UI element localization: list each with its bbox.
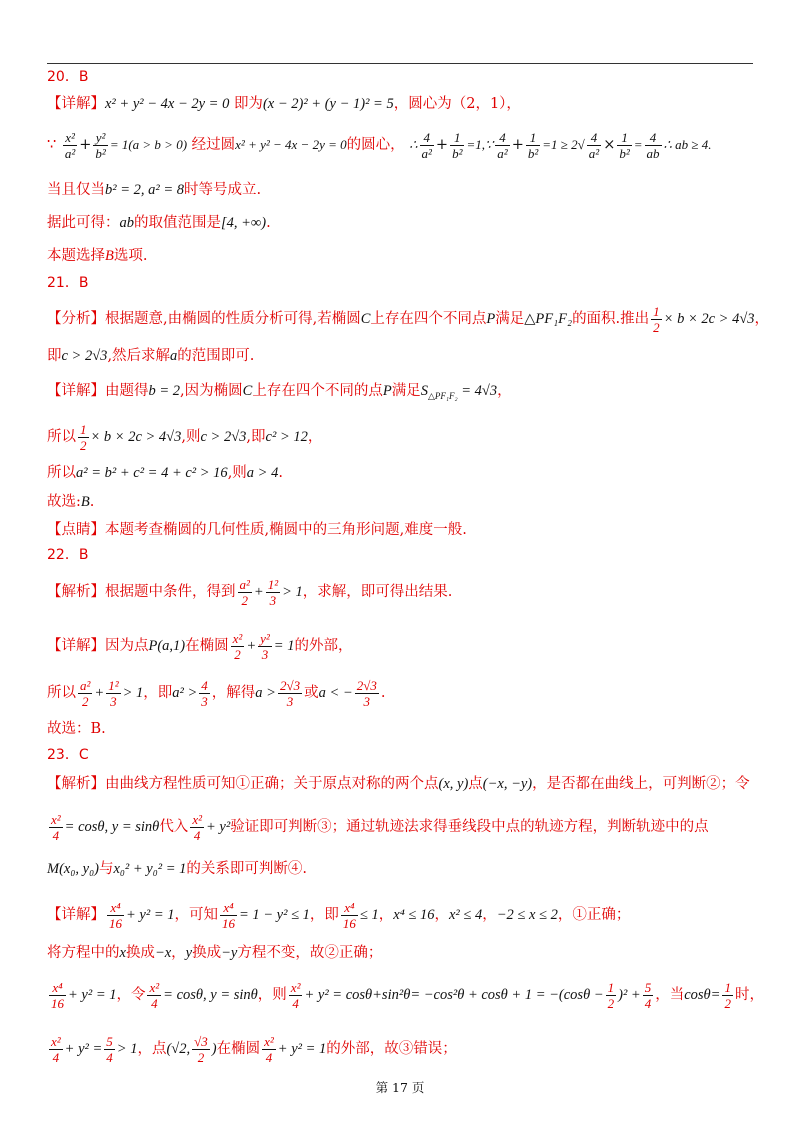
- q20-detail-line3: 当且仅当b² = 2, a² = 8时等号成立.: [47, 182, 262, 198]
- q23-analysis-line3: M(x₀, y₀)与x₀² + y₀² = 1的关系即可判断④.: [47, 861, 308, 877]
- q23-analysis-line1: 【解析】由曲线方程性质可知①正确；关于原点对称的两个点(x, y)点(−x, −y)，是否都在曲线上，可判断②；令: [47, 776, 750, 792]
- q20-detail-line2: ∵ $\frac{\text{x²}}{\text{a²}}$ + $\frac{\text{y²}}{\text{b²}}$ = 1(a > b > 0) 经过圆x² + y² − 4x − 2y = 0的圆心， ∴ $\frac{4}{\text{a²}}$ + $\frac{1}{\text{b²}}$ =1,∵ $\frac{4}{\text{a²}}$ + $\frac{1}{\text{b²}}$ =1 ≥ 2√ $\frac{4}{\text{a²}}$ × $\frac{1}{\text{b²}}$ = $\frac{4}{ab}$ ∴ ab ≥ 4.: [47, 129, 712, 161]
- q22-detail-line1: 【详解】因为点P(a,1)在椭圆 $\frac{\text{x²}}{2}$ + $\frac{\text{y²}}{3}$ = 1的外部，: [47, 630, 353, 662]
- q21-answer: 故选:B.: [47, 494, 95, 510]
- q21-detail-line3: 所以a² = b² + c² = 4 + c² > 16,则a > 4.: [47, 465, 283, 481]
- q21-detail-line2: 所以 $\frac{1}{2}$ × b × 2c > 4√3,则c > 2√3,即c² > 12，: [47, 421, 323, 453]
- q21-heading: 21．B: [47, 275, 89, 291]
- q20-detail-line5: 本题选择B选项.: [47, 248, 148, 264]
- q21-analysis-line1: 【分析】根据题意,由椭圆的性质分析可得,若椭圆C上存在四个不同点P满足△PF₁F₂的面积.推出 $\frac{1}{2}$ × b × 2c > 4√3，: [47, 303, 770, 335]
- q22-heading: 22．B: [47, 547, 89, 563]
- q22-detail-line2: 所以 $\frac{\text{a²}}{2}$ + $\frac{\text{1²}}{3}$ > 1，即a² > $\frac{4}{3}$ ，解得a > $\frac{2√3}{3}$ 或a < − $\frac{2√3}{3}$ .: [47, 677, 386, 709]
- q23-analysis-line2: $\frac{\text{x²}}{4}$ = cosθ, y = sinθ代入 $\frac{\text{x²}}{4}$ + y²验证即可判断③；通过轨迹法求得垂线段中点的轨迹方程，判断轨迹中的点: [51, 811, 709, 843]
- q23-heading: 23．C: [47, 747, 89, 763]
- q23-detail-line1: 【详解】 $\frac{\text{x⁴}}{16}$ + y² = 1，可知 $\frac{\text{x⁴}}{16}$ = 1 − y² ≤ 1，即 $\frac{\text{x⁴}}{16}$ ≤ 1，x⁴ ≤ 16，x² ≤ 4，−2 ≤ x ≤ 2，①正确；: [47, 899, 631, 931]
- page-number: 第 17 页: [375, 1080, 425, 1095]
- q21-detail-line1: 【详解】由题得b = 2,因为椭圆C上存在四个不同的点P满足$S_{\triangle PF_1F_2} = 4√3$，: [47, 383, 512, 401]
- header-rule: [47, 63, 753, 64]
- q22-answer: 故选：B.: [47, 721, 106, 737]
- q22-analysis: 【解析】根据题中条件，得到 $\frac{\text{a²}}{2}$ + $\frac{\text{1²}}{3}$ > 1，求解，即可得出结果.: [47, 576, 453, 608]
- q23-detail-line3: $\frac{\text{x⁴}}{16}$ + y² = 1，令 $\frac{\text{x²}}{4}$ = cosθ, y = sinθ，则 $\frac{\text{x²}}{4}$ + y² = cosθ+sin²θ= −cos²θ + cosθ + 1 = −(cosθ − $\frac{1}{2}$ )² + $\frac{5}{4}$ ，当cosθ= $\frac{1}{2}$ 时，: [51, 979, 764, 1011]
- analysis-label: 【分析】: [47, 311, 105, 327]
- q23-detail-line4: $\frac{\text{x²}}{4}$ + y² = $\frac{5}{4}$ > 1，点(√2, $\frac{√3}{2}$ )在椭圆 $\frac{\text{x²}}{4}$ + y² = 1的外部，故③错误；: [51, 1033, 457, 1065]
- q21-comment: 【点睛】本题考查椭圆的几何性质,椭圆中的三角形问题,难度一般.: [47, 522, 467, 538]
- detail-label: 【详解】: [47, 96, 105, 112]
- q20-detail-line1: 【详解】x² + y² − 4x − 2y = 0 即为(x − 2)² + (y − 1)² = 5，圆心为（2，1），: [47, 96, 521, 112]
- q23-detail-line2: 将方程中的x换成−x，y换成−y方程不变，故②正确；: [47, 945, 383, 961]
- q21-analysis-line2: 即c > 2√3,然后求解a的范围即可.: [47, 348, 255, 364]
- q20-detail-line4: 据此可得：ab的取值范围是[4, +∞).: [47, 215, 271, 231]
- q20-heading: 20．B: [47, 69, 89, 85]
